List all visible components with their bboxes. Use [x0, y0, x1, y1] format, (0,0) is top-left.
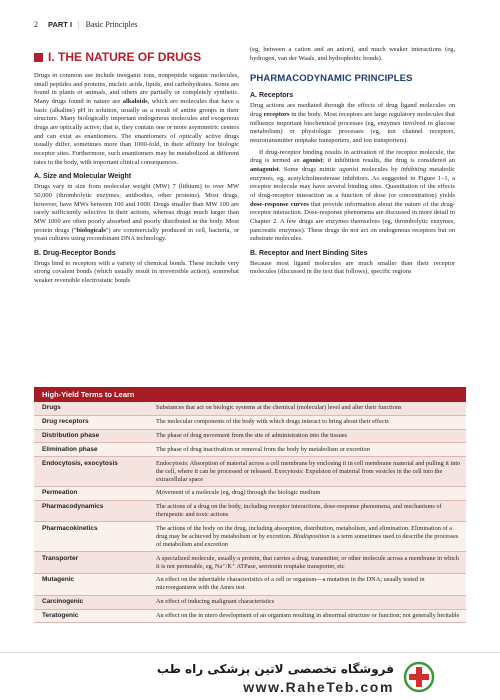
- term-cell: Pharmacodynamics: [34, 500, 148, 522]
- page-number: 2: [34, 20, 38, 29]
- high-yield-table: [34, 402, 466, 623]
- receptors-paragraph-1: Drug actions are mediated through the effects of drug ligand molecules on drug receptors in the body. Most receptors are large regulatory molecules that influence important biochemical processes (eg, enzymes involved in glucose metabolism) or physiologic processes (eg, ion channel receptors, neurotransmitter reuptake transporters, and ion transporters).: [250, 102, 455, 144]
- inert-sites-paragraph: Because most ligand molecules are much smaller than their receptor molecules (discussed in the text that follows), specific regions: [250, 259, 455, 276]
- pharmacodynamic-heading: PHARMACODYNAMIC PRINCIPLES: [250, 73, 413, 85]
- definition-cell: An effect on the inheritable characteristics of a cell or organism—a mutation in the DNA; usually tested in microorganisms with the Ames test: [148, 574, 466, 596]
- table-row: [34, 486, 466, 500]
- definition-cell: The actions of a drug on the body, including receptor interactions, dose-response phenomena, and mechanisms of therapeutic and toxic actions: [148, 500, 466, 522]
- definition-cell: The molecular components of the body with which drugs interact to bring about their effects: [148, 415, 466, 429]
- section-title: [34, 50, 239, 64]
- section-title-text: I. THE NATURE OF DRUGS: [48, 50, 202, 64]
- left-column: [34, 46, 239, 289]
- high-yield-title: High-Yield Terms to Learn: [34, 387, 466, 402]
- footer-banner: [0, 652, 500, 700]
- definition-cell: Substances that act on biologic systems at the chemical (molecular) level and alter their functions: [148, 402, 466, 415]
- receptors-heading: A. Receptors: [250, 92, 294, 100]
- size-paragraph: Drugs vary in size from molecular weight (MW) 7 (lithium) to over MW 50,000 (thrombolytic enzymes, antibodies, other proteins). Most drugs, however, have MWs between 100 and 1000. Drugs smaller than MW 100 are rarely sufficiently selective in their actions, whereas drugs much larger than MW 1000 are often poorly absorbed and poorly distributed in the body. Most protein drugs ("biologicals") are commercially produced in cell, bacteria, or yeast cultures using recombinant DNA technology.: [34, 183, 239, 243]
- right-column: [250, 46, 455, 280]
- table-row: [34, 552, 466, 574]
- definition-cell: Movement of a molecule (eg, drug) through the biologic medium: [148, 486, 466, 500]
- table-row: [34, 429, 466, 443]
- raheteb-logo-icon: [402, 661, 436, 693]
- term-cell: Drug receptors: [34, 415, 148, 429]
- term-cell: Teratogenic: [34, 609, 148, 623]
- table-row: [34, 609, 466, 623]
- running-head: [34, 20, 137, 29]
- term-cell: Transporter: [34, 552, 148, 574]
- section-marker-icon: [34, 53, 43, 62]
- receptors-paragraph-2: If drug-receptor binding results in activation of the receptor molecule, the drug is termed an agonist; if inhibition results, the drug is considered an antagonist. Some drugs mimic agonist molecules by inhibiting metabolic enzymes, eg, acetylcholinesterase inhibitors. As suggested in Figure 1–1, a receptor molecule may have several binding sites. Quantitation of the effects of drug-receptor interaction as a function of dose (or concentration) yields dose-response curves that provide information about the nature of the drug-receptor interaction. Dose-response phenomena are discussed in more detail in Chapter 2. A few drugs are enzymes themselves (eg, thrombolytic enzymes, pancreatic enzymes). These drugs do not act on endogenous receptors but on substrate molecules.: [250, 148, 455, 243]
- table-row: [34, 402, 466, 415]
- term-cell: Mutagenic: [34, 574, 148, 596]
- table-row: [34, 500, 466, 522]
- bonds-paragraph: Drugs bind to receptors with a variety of chemical bonds. These include very strong covalent bonds (which usually result in irreversible action), somewhat weaker reversible electrostatic bonds: [34, 259, 239, 285]
- term-cell: Drugs: [34, 402, 148, 415]
- definition-cell: An effect on the in utero development of an organism resulting in abnormal structure or function; not generally heritable: [148, 609, 466, 623]
- table-row: [34, 574, 466, 596]
- term-cell: Pharmacokinetics: [34, 522, 148, 552]
- part-title: Basic Principles: [85, 20, 138, 29]
- inert-sites-heading: B. Receptor and Inert Binding Sites: [250, 249, 368, 257]
- definition-cell: An effect of inducing malignant characteristics: [148, 595, 466, 609]
- high-yield-terms-box: [34, 387, 466, 652]
- size-heading: A. Size and Molecular Weight: [34, 173, 132, 181]
- term-cell: Elimination phase: [34, 443, 148, 457]
- table-row: [34, 522, 466, 552]
- intro-paragraph: Drugs in common use include inorganic ions, nonpeptide organic molecules, small peptides and proteins, nucleic acids, lipids, and carbohydrates. Some are found in plants or animals, and others are partially or completely synthetic. Many drugs found in nature are alkaloids, which are molecules that have a basic (alkaline) pH in solution, usually as a result of amine groups in their structure. Many biologically important endogenous molecules and exogenous drugs are optically active; that is, they contain one or more asymmetric centers and can exist as enantiomers. The enantiomers of optically active drugs usually differ, sometimes more than 1000-fold, in their affinity for biologic receptor sites. Furthermore, such enantiomers may be metabolized at different rates in the body, with important clinical consequences.: [34, 72, 239, 166]
- definition-cell: The actions of the body on the drug, including absorption, distribution, metabolism, and elimination. Elimination of a drug may be achieved by metabolism or by excretion. Biodisposition is a term sometimes used to describe the processes of metabolism and excretion: [148, 522, 466, 552]
- term-cell: Carcinogenic: [34, 595, 148, 609]
- definition-cell: The phase of drug movement from the site of administration into the tissues: [148, 429, 466, 443]
- table-row: [34, 457, 466, 487]
- definition-cell: A specialized molecule, usually a protein, that carries a drug, transmitter, or other molecule across a membrane in which it is not permeable, eg, Na⁺/K⁺ ATPase, serotonin reuptake transporter, etc: [148, 552, 466, 574]
- running-head-separator: |: [78, 20, 80, 29]
- definition-cell: Endocytosis: Absorption of material across a cell membrane by enclosing it in cell membrane material and pulling it into the cell, where it can be processed or released. Exocytosis: Expulsion of material from vesicles in the cell into the extracellular space: [148, 457, 466, 487]
- term-cell: Permeation: [34, 486, 148, 500]
- table-row: [34, 415, 466, 429]
- definition-cell: The phase of drug inactivation or removal from the body by metabolism or excretion: [148, 443, 466, 457]
- table-row: [34, 595, 466, 609]
- bonds-heading: B. Drug-Receptor Bonds: [34, 249, 116, 257]
- bonds-continuation: (eg, between a cation and an anion), and much weaker interactions (eg, hydrogen, van der Waals, and hydrophobic bonds).: [250, 46, 455, 62]
- term-cell: Distribution phase: [34, 429, 148, 443]
- part-label: PART I: [48, 20, 73, 29]
- term-cell: Endocytosis, exocytosis: [34, 457, 148, 487]
- store-url: www.RaheTeb.com: [243, 679, 394, 695]
- table-row: [34, 443, 466, 457]
- store-title: فروشگاه تخصصی لاتین پزشکی راه طب: [156, 662, 394, 676]
